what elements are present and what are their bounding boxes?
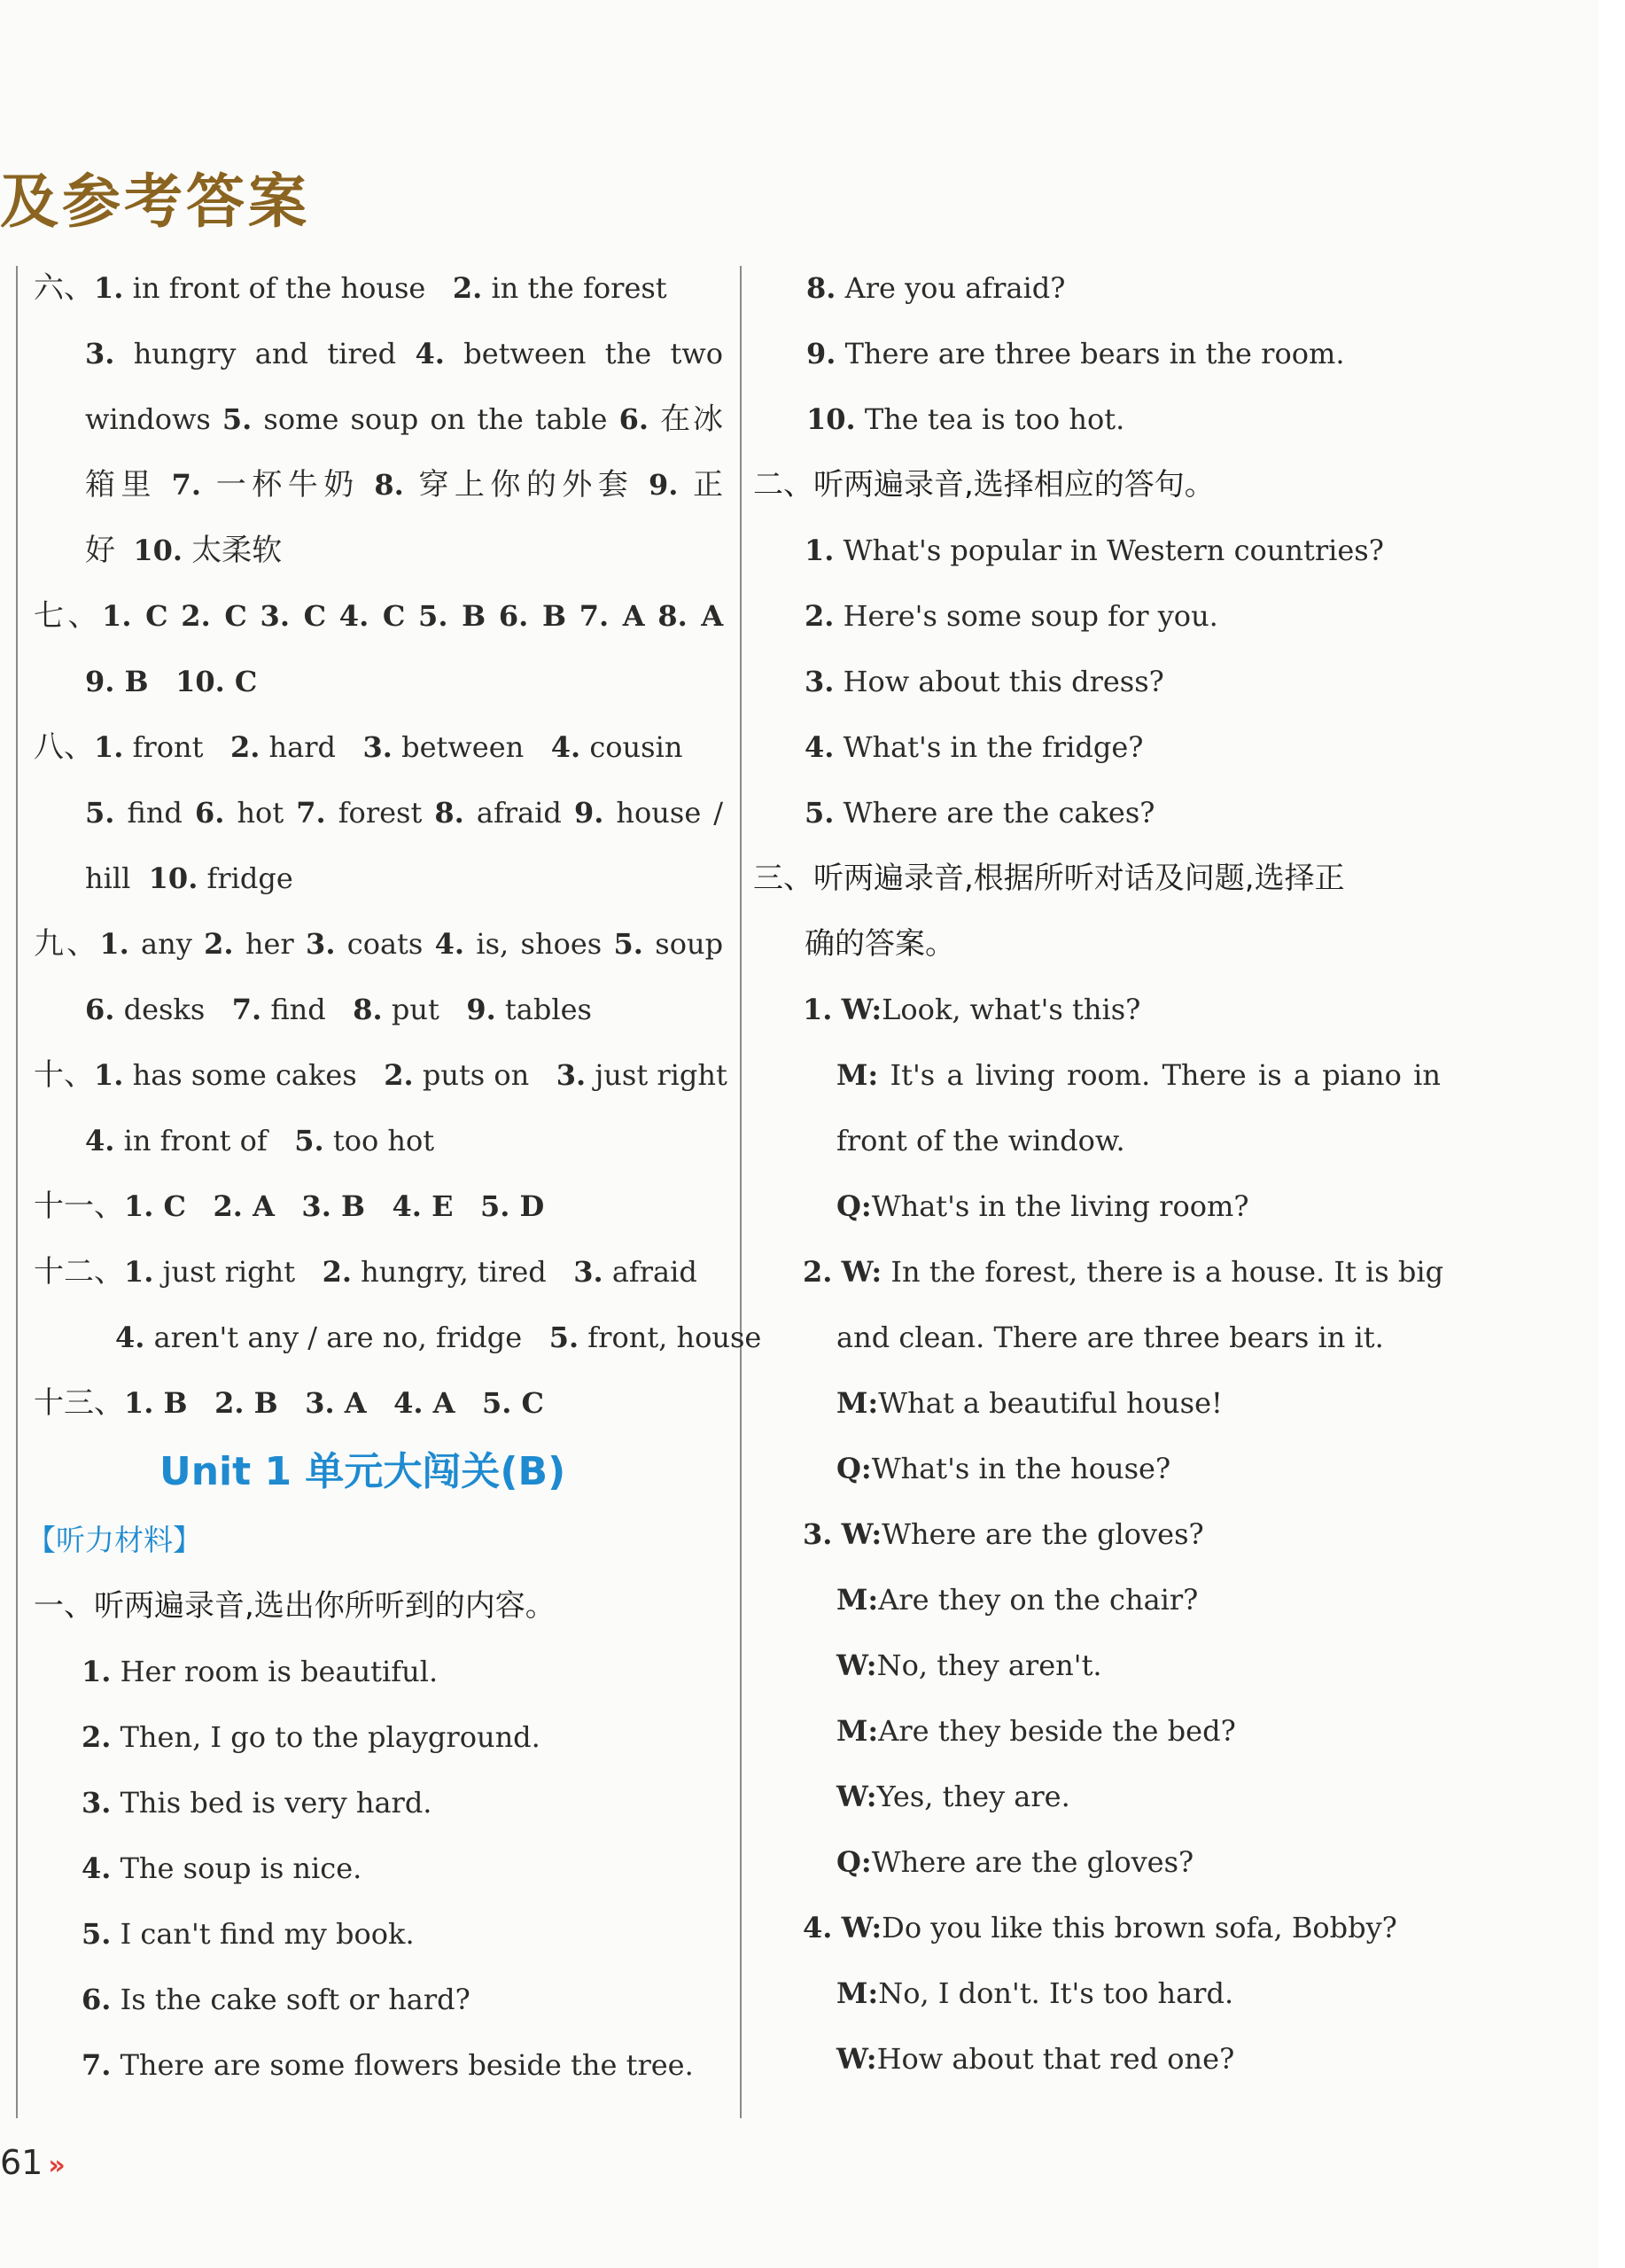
answer-line: 七、1. C 2. C 3. C 4. C 5. B 6. B 7. A 8. A — [34, 598, 724, 634]
list-item: 3. How about this dress? — [805, 665, 1164, 698]
list-item: 1. Her room is beautiful. — [82, 1655, 439, 1688]
unit-title: Unit 1 单元大闯关(B) — [159, 1449, 566, 1494]
answer-line: 3. hungry and tired 4. between the two — [85, 337, 724, 370]
dialogue-line: Q:Where are the gloves? — [836, 1845, 1194, 1879]
answer-line: 六、1. in front of the house 2. in the forest — [34, 270, 667, 306]
dialogue-line: 4. W:Do you like this brown sofa, Bobby? — [803, 1911, 1397, 1945]
dialogue-line: 1. W:Look, what's this? — [803, 993, 1141, 1026]
list-item: 10. The tea is too hot. — [806, 402, 1125, 436]
answer-line: 好 10. 太柔软 — [85, 533, 283, 568]
list-item: 6. Is the cake soft or hard? — [82, 1983, 470, 2016]
answer-line: 4. aren't any / are no, fridge 5. front, house — [115, 1321, 762, 1354]
dialogue-line: M:No, I don't. It's too hard. — [836, 1976, 1234, 2010]
list-item: 5. I can't find my book. — [82, 1917, 415, 1951]
list-item: 2. Here's some soup for you. — [805, 599, 1218, 633]
list-item: 2. Then, I go to the playground. — [82, 1720, 540, 1754]
answer-line: 九、1. any 2. her 3. coats 4. is, shoes 5. soup — [34, 926, 724, 962]
section-heading: 二、听两遍录音,选择相应的答句。 — [753, 467, 1215, 503]
section-heading: 三、听两遍录音,根据所听对话及问题,选择正 — [753, 861, 1345, 896]
answer-line: 9. B 10. C — [85, 665, 258, 698]
double-chevron-right-icon: » — [48, 2150, 66, 2181]
answer-line: 5. find 6. hot 7. forest 8. afraid 9. house / — [85, 796, 724, 830]
column-divider — [740, 266, 742, 2118]
dialogue-line: 3. W:Where are the gloves? — [803, 1517, 1204, 1551]
answer-line: 十一、1. C 2. A 3. B 4. E 5. D — [34, 1189, 545, 1224]
dialogue-line: M:What a beautiful house! — [836, 1386, 1223, 1420]
page-title: 及参考答案 — [0, 167, 310, 236]
dialogue-line: M:Are they on the chair? — [836, 1583, 1199, 1617]
dialogue-line: W:Yes, they are. — [836, 1780, 1070, 1813]
list-item: 7. There are some flowers beside the tree. — [82, 2048, 694, 2082]
answer-line: hill 10. fridge — [85, 861, 293, 895]
section-heading-cont: 确的答案。 — [805, 926, 955, 962]
dialogue-line: front of the window. — [836, 1124, 1125, 1157]
dialogue-line: W:No, they aren't. — [836, 1648, 1102, 1682]
answer-line: 4. in front of 5. too hot — [85, 1124, 435, 1157]
answer-line: 八、1. front 2. hard 3. between 4. cousin — [34, 729, 683, 765]
page-number: 61 » — [0, 2143, 66, 2182]
answer-line: 十、1. has some cakes 2. puts on 3. just right — [34, 1057, 727, 1093]
dialogue-line: 2. W: In the forest, there is a house. It is big — [803, 1255, 1444, 1289]
dialogue-line: W:How about that red one? — [836, 2042, 1235, 2076]
list-item: 1. What's popular in Western countries? — [805, 534, 1384, 567]
list-item: 4. What's in the fridge? — [805, 730, 1144, 764]
list-item: 3. This bed is very hard. — [82, 1786, 432, 1820]
list-item: 8. Are you afraid? — [806, 271, 1066, 305]
listening-material-tag: 【听力材料】 — [27, 1523, 202, 1557]
section-heading: 一、听两遍录音,选出你所听到的内容。 — [34, 1588, 556, 1624]
dialogue-line: Q:What's in the living room? — [836, 1189, 1249, 1223]
dialogue-line: M:Are they beside the bed? — [836, 1714, 1236, 1748]
answer-line: 6. desks 7. find 8. put 9. tables — [85, 993, 592, 1026]
answer-line: 十三、1. B 2. B 3. A 4. A 5. C — [34, 1385, 545, 1421]
list-item: 5. Where are the cakes? — [805, 796, 1155, 830]
list-item: 9. There are three bears in the room. — [806, 337, 1345, 370]
list-item: 4. The soup is nice. — [82, 1851, 362, 1885]
dialogue-line: Q:What's in the house? — [836, 1452, 1171, 1485]
answer-line: windows 5. some soup on the table 6. 在冰 — [85, 401, 724, 437]
dialogue-line: and clean. There are three bears in it. — [836, 1321, 1384, 1354]
dialogue-line: M: It's a living room. There is a piano in — [836, 1058, 1442, 1092]
answer-line: 箱里 7. 一杯牛奶 8. 穿上你的外套 9. 正 — [85, 467, 724, 503]
answer-line: 十二、1. just right 2. hungry, tired 3. afraid — [34, 1254, 697, 1290]
page-edge-shade — [1598, 0, 1625, 2268]
left-margin-rule — [16, 266, 18, 2118]
